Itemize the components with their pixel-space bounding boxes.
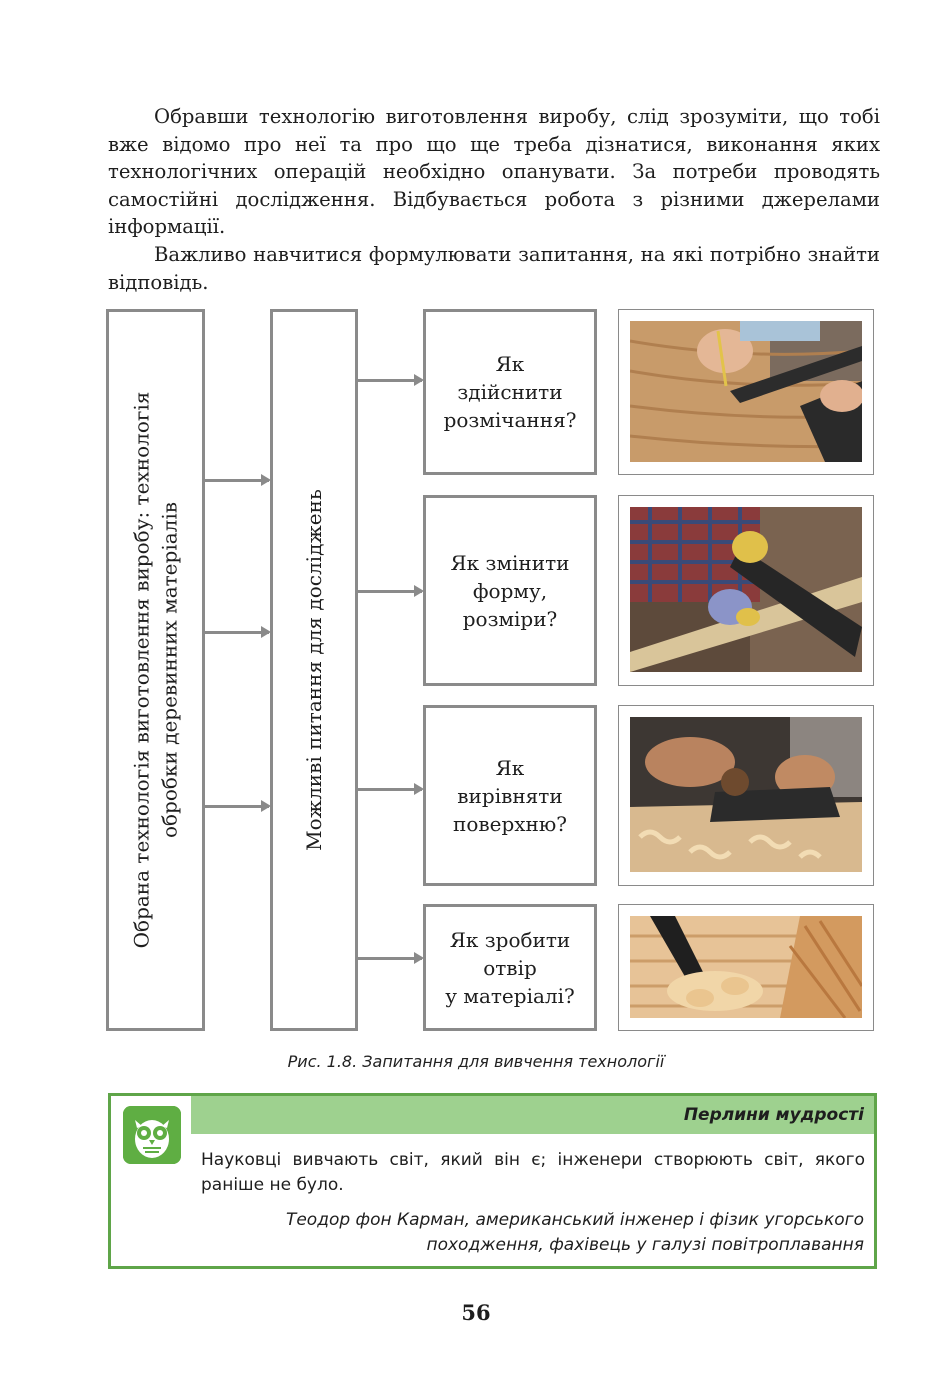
page-number: 56 [461,1300,491,1325]
drilling-hole-photo [630,916,862,1018]
wisdom-box [108,1093,877,1269]
question-box-surface: Як вирівняти поверхню? [423,705,597,886]
question-box-marking: Як здійснити розмічання? [423,309,597,475]
wisdom-title: Перлини мудрості [683,1105,864,1125]
research-questions-label: Можливі питання для досліджень [302,489,327,851]
chosen-technology-line2: обробки деревинних матеріалів [157,501,182,839]
wisdom-author: Теодор фон Карман, американський інженер і фізик угорського походження, фахівець у галузі повітроплавання [285,1210,864,1255]
question-box-shape: Як змінити форму, розміри? [423,495,597,686]
question-paragraph: Важливо навчитися формулювати запитання, на які потрібно знайти відповідь. [108,243,880,294]
arrow-left-to-middle-1 [205,479,269,482]
sawing-board-photo [630,507,862,672]
arrow-middle-to-q3 [358,788,422,791]
marking-wood-photo [630,321,862,462]
arrow-middle-to-q2 [358,590,422,593]
arrow-middle-to-q4 [358,957,422,960]
figure-caption: Рис. 1.8. Запитання для вивчення технології [287,1052,665,1071]
wisdom-header [191,1096,874,1134]
wisdom-quote: Науковці вивчають світ, який він є; інженери створюють світ, якого раніше не було. [201,1150,865,1195]
arrow-left-to-middle-3 [205,805,269,808]
owl-icon [123,1106,181,1164]
arrow-middle-to-q1 [358,379,422,382]
chosen-technology-line1: Обрана технологія виготовлення виробу: технологія [129,391,154,949]
arrow-left-to-middle-2 [205,631,269,634]
intro-paragraph: Обравши технологію виготовлення виробу, слід зрозуміти, що тобі вже відомо про неї та про що ще треба дізнатися, виконання яких технологічних операцій необхідно опанувати. За потреби проводять самостійні дослідження. Відбувається робота з різними джерелами інформації. [108,105,880,239]
chosen-technology-box [106,309,205,1031]
planing-surface-photo [630,717,862,872]
research-questions-box [270,309,358,1031]
question-box-hole: Як зробити отвір у матеріалі? [423,904,597,1031]
